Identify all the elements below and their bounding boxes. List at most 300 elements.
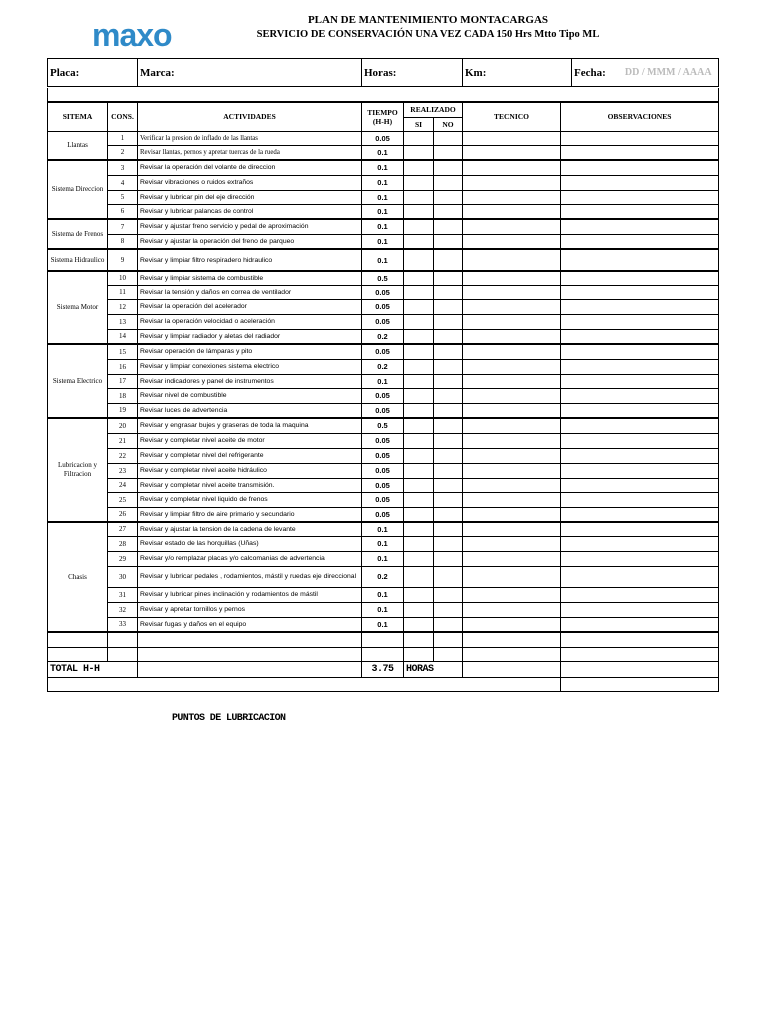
- activity-time: 0.05: [362, 507, 404, 522]
- tecnico-cell[interactable]: [463, 536, 561, 551]
- observaciones-cell[interactable]: [561, 617, 719, 632]
- activity-number: 21: [108, 433, 138, 448]
- system-name: Sistema Direccion: [48, 160, 108, 219]
- observaciones-cell[interactable]: [561, 249, 719, 271]
- blank-cell[interactable]: [404, 632, 434, 647]
- activity-description: Revisar luces de advertencia: [138, 403, 362, 418]
- activity-description: Revisar y completar nivel aceite transmisión.: [138, 478, 362, 492]
- header-tiempo-label: TIEMPO: [367, 107, 398, 117]
- realizado-si-cell[interactable]: [404, 175, 434, 190]
- activity-row: [48, 271, 719, 285]
- realizado-si-cell[interactable]: [404, 271, 434, 285]
- realizado-si-cell[interactable]: [404, 388, 434, 403]
- blank-cell[interactable]: [561, 632, 719, 647]
- activity-description: Revisar y completar nivel aceite hidráulico: [138, 463, 362, 478]
- activity-time: 0.2: [362, 359, 404, 374]
- activity-number: 8: [108, 234, 138, 249]
- tecnico-cell[interactable]: [463, 344, 561, 359]
- realizado-no-cell[interactable]: [434, 285, 463, 299]
- activity-row: [48, 566, 719, 587]
- activity-row: [48, 587, 719, 602]
- activity-row: [48, 131, 719, 145]
- blank-cell[interactable]: [362, 647, 404, 661]
- header-actividades: ACTIVIDADES: [138, 102, 362, 131]
- realizado-no-cell[interactable]: [434, 587, 463, 602]
- activity-number: 10: [108, 271, 138, 285]
- activity-row: [48, 160, 719, 175]
- system-name: Chasis: [48, 522, 108, 632]
- realizado-si-cell[interactable]: [404, 587, 434, 602]
- realizado-si-cell[interactable]: [404, 219, 434, 234]
- realizado-si-cell[interactable]: [404, 329, 434, 344]
- activity-time: 0.1: [362, 234, 404, 249]
- realizado-no-cell[interactable]: [434, 478, 463, 492]
- observaciones-cell[interactable]: [561, 131, 719, 145]
- observaciones-cell[interactable]: [561, 403, 719, 418]
- activity-row: [48, 249, 719, 271]
- realizado-no-cell[interactable]: [434, 507, 463, 522]
- tecnico-cell[interactable]: [463, 433, 561, 448]
- activity-description: Revisar estado de las horquillas (Uñas): [138, 536, 362, 551]
- realizado-si-cell[interactable]: [404, 344, 434, 359]
- fecha-input[interactable]: DD / MMM / AAAA: [619, 59, 719, 87]
- document-subtitle: SERVICIO DE CONSERVACIÓN UNA VEZ CADA 150 Hrs Mtto Tipo ML: [256, 29, 600, 40]
- activity-number: 31: [108, 587, 138, 602]
- activity-number: 18: [108, 388, 138, 403]
- activity-number: 29: [108, 551, 138, 566]
- blank-row: [48, 647, 719, 661]
- realizado-si-cell[interactable]: [404, 359, 434, 374]
- activity-row: [48, 403, 719, 418]
- activity-number: 17: [108, 374, 138, 388]
- total-observaciones-cell: [561, 661, 719, 677]
- observaciones-cell[interactable]: [561, 285, 719, 299]
- system-name: Llantas: [48, 131, 108, 160]
- activity-time: 0.05: [362, 344, 404, 359]
- observaciones-cell[interactable]: [561, 566, 719, 587]
- activity-number: 15: [108, 344, 138, 359]
- activity-description: Revisar y limpiar filtro de aire primario y secundario: [138, 507, 362, 522]
- tecnico-cell[interactable]: [463, 388, 561, 403]
- realizado-si-cell[interactable]: [404, 131, 434, 145]
- realizado-si-cell[interactable]: [404, 145, 434, 160]
- tecnico-cell[interactable]: [463, 204, 561, 219]
- activity-description: Revisar y lubricar palancas de control: [138, 204, 362, 219]
- activity-description: Verificar la presion de inflado de las llantas: [138, 131, 362, 145]
- activity-time: 0.05: [362, 463, 404, 478]
- observaciones-cell[interactable]: [561, 314, 719, 329]
- realizado-no-cell[interactable]: [434, 492, 463, 507]
- realizado-si-cell[interactable]: [404, 433, 434, 448]
- realizado-no-cell[interactable]: [434, 522, 463, 536]
- tecnico-cell[interactable]: [463, 131, 561, 145]
- activity-time: 0.05: [362, 285, 404, 299]
- activity-time: 0.05: [362, 299, 404, 314]
- observaciones-cell[interactable]: [561, 551, 719, 566]
- activity-description: Revisar y ajustar la tension de la cadena de levante: [138, 522, 362, 536]
- activity-row: [48, 463, 719, 478]
- observaciones-cell[interactable]: [561, 145, 719, 160]
- activity-number: 23: [108, 463, 138, 478]
- activity-description: Revisar operación de lámparas y pito: [138, 344, 362, 359]
- observaciones-cell[interactable]: [561, 359, 719, 374]
- blank-cell[interactable]: [434, 647, 463, 661]
- activity-time: 0.1: [362, 145, 404, 160]
- activity-description: Revisar nivel de combustible: [138, 388, 362, 403]
- realizado-si-cell[interactable]: [404, 551, 434, 566]
- activity-row: [48, 314, 719, 329]
- observaciones-cell[interactable]: [561, 204, 719, 219]
- activity-time: 0.1: [362, 175, 404, 190]
- activity-row: [48, 329, 719, 344]
- blank-cell[interactable]: [108, 647, 138, 661]
- activity-row: [48, 602, 719, 617]
- activity-time: 0.05: [362, 131, 404, 145]
- activity-time: 0.05: [362, 314, 404, 329]
- activity-description: Revisar y limpiar conexiones sistema electrico: [138, 359, 362, 374]
- tecnico-cell[interactable]: [463, 299, 561, 314]
- realizado-si-cell[interactable]: [404, 522, 434, 536]
- realizado-no-cell[interactable]: [434, 536, 463, 551]
- blank-row: [48, 632, 719, 647]
- activity-time: 0.1: [362, 587, 404, 602]
- total-value: 3.75: [362, 661, 404, 677]
- activity-description: Revisar y engrasar bujes y graseras de toda la maquina: [138, 418, 362, 433]
- activity-number: 9: [108, 249, 138, 271]
- blank-cell[interactable]: [48, 647, 108, 661]
- blank-cell[interactable]: [138, 632, 362, 647]
- realizado-no-cell[interactable]: [434, 204, 463, 219]
- realizado-si-cell[interactable]: [404, 314, 434, 329]
- observaciones-cell[interactable]: [561, 299, 719, 314]
- blank-cell[interactable]: [108, 632, 138, 647]
- observaciones-cell[interactable]: [561, 329, 719, 344]
- blank-cell[interactable]: [138, 647, 362, 661]
- activity-number: 13: [108, 314, 138, 329]
- realizado-si-cell[interactable]: [404, 566, 434, 587]
- maxo-logo: maxo: [92, 17, 172, 53]
- activity-time: 0.2: [362, 566, 404, 587]
- tecnico-cell[interactable]: [463, 551, 561, 566]
- activity-time: 0.05: [362, 403, 404, 418]
- tecnico-cell[interactable]: [463, 219, 561, 234]
- observaciones-cell[interactable]: [561, 388, 719, 403]
- realizado-no-cell[interactable]: [434, 463, 463, 478]
- activity-time: 0.1: [362, 617, 404, 632]
- activity-description: Revisar y limpiar filtro respiradero hidraulico: [138, 249, 362, 271]
- realizado-no-cell[interactable]: [434, 433, 463, 448]
- realizado-si-cell[interactable]: [404, 299, 434, 314]
- activity-number: 12: [108, 299, 138, 314]
- tecnico-cell[interactable]: [463, 374, 561, 388]
- realizado-si-cell[interactable]: [404, 448, 434, 463]
- system-name: Sistema Motor: [48, 271, 108, 344]
- activity-description: Revisar y completar nivel aceite de motor: [138, 433, 362, 448]
- activity-number: 22: [108, 448, 138, 463]
- header-cons: CONS.: [108, 102, 138, 131]
- activity-row: [48, 433, 719, 448]
- activity-number: 26: [108, 507, 138, 522]
- realizado-no-cell[interactable]: [434, 271, 463, 285]
- blank-cell[interactable]: [463, 632, 561, 647]
- activity-row: [48, 234, 719, 249]
- activity-number: 30: [108, 566, 138, 587]
- activity-description: Revisar la operación velocidad o aceleración: [138, 314, 362, 329]
- observaciones-cell[interactable]: [561, 602, 719, 617]
- realizado-si-cell[interactable]: [404, 602, 434, 617]
- realizado-si-cell[interactable]: [404, 234, 434, 249]
- realizado-no-cell[interactable]: [434, 175, 463, 190]
- observaciones-cell[interactable]: [561, 418, 719, 433]
- realizado-no-cell[interactable]: [434, 160, 463, 175]
- activity-description: Revisar y lubricar pedales , rodamientos, mástil y ruedas eje direccional: [138, 566, 362, 587]
- tecnico-cell[interactable]: [463, 478, 561, 492]
- activity-time: 0.05: [362, 448, 404, 463]
- activity-description: Revisar y ajustar la operación del freno de parqueo: [138, 234, 362, 249]
- header-tiempo-unit: (H-H): [372, 116, 393, 126]
- activity-description: Revisar indicadores y panel de instrumentos: [138, 374, 362, 388]
- activity-number: 14: [108, 329, 138, 344]
- blank-cell[interactable]: [463, 647, 561, 661]
- realizado-si-cell[interactable]: [404, 403, 434, 418]
- tecnico-cell[interactable]: [463, 492, 561, 507]
- observaciones-cell[interactable]: [561, 190, 719, 204]
- realizado-no-cell[interactable]: [434, 249, 463, 271]
- tecnico-cell[interactable]: [463, 234, 561, 249]
- activity-row: [48, 418, 719, 433]
- observaciones-cell[interactable]: [561, 522, 719, 536]
- realizado-no-cell[interactable]: [434, 566, 463, 587]
- horas-field[interactable]: Horas:: [362, 59, 463, 87]
- observaciones-cell[interactable]: [561, 448, 719, 463]
- total-tecnico-cell: [463, 661, 561, 677]
- realizado-si-cell[interactable]: [404, 190, 434, 204]
- realizado-si-cell[interactable]: [404, 374, 434, 388]
- header-tecnico: TECNICO: [463, 102, 561, 131]
- activity-row: [48, 285, 719, 299]
- activity-number: 19: [108, 403, 138, 418]
- system-name: Lubricacion y Filtracion: [48, 418, 108, 522]
- tecnico-cell[interactable]: [463, 522, 561, 536]
- observaciones-cell[interactable]: [561, 587, 719, 602]
- lubrication-points-title: PUNTOS DE LUBRICACION: [172, 713, 286, 724]
- blank-cell[interactable]: [48, 632, 108, 647]
- observaciones-cell[interactable]: [561, 536, 719, 551]
- blank-cell[interactable]: [404, 647, 434, 661]
- realizado-si-cell[interactable]: [404, 478, 434, 492]
- activity-row: [48, 551, 719, 566]
- realizado-no-cell[interactable]: [434, 602, 463, 617]
- tecnico-cell[interactable]: [463, 145, 561, 160]
- realizado-si-cell[interactable]: [404, 160, 434, 175]
- tecnico-cell[interactable]: [463, 587, 561, 602]
- activity-time: 0.1: [362, 190, 404, 204]
- tecnico-cell[interactable]: [463, 314, 561, 329]
- activity-time: 0.1: [362, 522, 404, 536]
- observaciones-cell[interactable]: [561, 234, 719, 249]
- realizado-si-cell[interactable]: [404, 617, 434, 632]
- activity-description: Revisar vibraciones o ruidos extraños: [138, 175, 362, 190]
- activity-number: 25: [108, 492, 138, 507]
- tecnico-cell[interactable]: [463, 285, 561, 299]
- total-row: [48, 661, 719, 677]
- realizado-si-cell[interactable]: [404, 249, 434, 271]
- activity-row: [48, 507, 719, 522]
- activity-row: [48, 219, 719, 234]
- header-sistema: SITEMA: [48, 102, 108, 131]
- tecnico-cell[interactable]: [463, 249, 561, 271]
- header-si: SI: [404, 117, 434, 131]
- activity-time: 0.1: [362, 602, 404, 617]
- realizado-no-cell[interactable]: [434, 145, 463, 160]
- activity-time: 0.5: [362, 271, 404, 285]
- observaciones-cell[interactable]: [561, 175, 719, 190]
- header-no: NO: [434, 117, 463, 131]
- realizado-no-cell[interactable]: [434, 617, 463, 632]
- activity-number: 3: [108, 160, 138, 175]
- system-name: Sistema Electrico: [48, 344, 108, 418]
- tecnico-cell[interactable]: [463, 175, 561, 190]
- activity-description: Revisar la tensión y daños en correa de ventilador: [138, 285, 362, 299]
- realizado-no-cell[interactable]: [434, 299, 463, 314]
- activity-time: 0.1: [362, 204, 404, 219]
- final-blank-cell: [48, 677, 561, 691]
- activity-row: [48, 536, 719, 551]
- blank-cell[interactable]: [362, 632, 404, 647]
- realizado-no-cell[interactable]: [434, 219, 463, 234]
- tecnico-cell[interactable]: [463, 602, 561, 617]
- observaciones-cell[interactable]: [561, 374, 719, 388]
- realizado-si-cell[interactable]: [404, 418, 434, 433]
- final-observaciones-cell[interactable]: [561, 677, 719, 691]
- activity-row: [48, 522, 719, 536]
- observaciones-cell[interactable]: [561, 219, 719, 234]
- activity-row: [48, 344, 719, 359]
- realizado-no-cell[interactable]: [434, 314, 463, 329]
- observaciones-cell[interactable]: [561, 344, 719, 359]
- realizado-no-cell[interactable]: [434, 359, 463, 374]
- total-spacer: [138, 661, 362, 677]
- vehicle-info-bar: [47, 58, 719, 87]
- activity-number: 7: [108, 219, 138, 234]
- activity-number: 16: [108, 359, 138, 374]
- activity-row: [48, 448, 719, 463]
- activity-number: 5: [108, 190, 138, 204]
- realizado-no-cell[interactable]: [434, 344, 463, 359]
- observaciones-cell[interactable]: [561, 160, 719, 175]
- system-name: Sistema de Frenos: [48, 219, 108, 249]
- tecnico-cell[interactable]: [463, 448, 561, 463]
- activity-row: [48, 374, 719, 388]
- activity-description: Revisar y lubricar pin del eje dirección: [138, 190, 362, 204]
- tecnico-cell[interactable]: [463, 566, 561, 587]
- total-unit: HORAS: [404, 661, 463, 677]
- observaciones-cell[interactable]: [561, 507, 719, 522]
- observaciones-cell[interactable]: [561, 271, 719, 285]
- activity-time: 0.1: [362, 374, 404, 388]
- activity-time: 0.1: [362, 219, 404, 234]
- realizado-no-cell[interactable]: [434, 403, 463, 418]
- total-label: TOTAL H-H: [48, 661, 138, 677]
- activity-description: Revisar y apretar tornillos y pernos: [138, 602, 362, 617]
- spacer-row: [48, 88, 719, 102]
- realizado-si-cell[interactable]: [404, 536, 434, 551]
- tecnico-cell[interactable]: [463, 329, 561, 344]
- activity-row: [48, 190, 719, 204]
- realizado-no-cell[interactable]: [434, 329, 463, 344]
- maintenance-table: [47, 88, 719, 692]
- header-observaciones: OBSERVACIONES: [561, 102, 719, 131]
- activity-time: 0.5: [362, 418, 404, 433]
- observaciones-cell[interactable]: [561, 492, 719, 507]
- activity-row: [48, 204, 719, 219]
- activity-time: 0.05: [362, 492, 404, 507]
- activity-row: [48, 388, 719, 403]
- header-tiempo: [362, 102, 404, 131]
- realizado-no-cell[interactable]: [434, 551, 463, 566]
- activity-time: 0.1: [362, 536, 404, 551]
- tecnico-cell[interactable]: [463, 160, 561, 175]
- tecnico-cell[interactable]: [463, 507, 561, 522]
- observaciones-cell[interactable]: [561, 463, 719, 478]
- activity-description: Revisar y/o remplazar placas y/o calcomanias de advertencia: [138, 551, 362, 566]
- realizado-si-cell[interactable]: [404, 204, 434, 219]
- marca-field[interactable]: Marca:: [138, 59, 362, 87]
- blank-cell[interactable]: [561, 647, 719, 661]
- realizado-si-cell[interactable]: [404, 463, 434, 478]
- observaciones-cell[interactable]: [561, 478, 719, 492]
- tecnico-cell[interactable]: [463, 271, 561, 285]
- km-field[interactable]: Km:: [463, 59, 572, 87]
- tecnico-cell[interactable]: [463, 617, 561, 632]
- activity-row: [48, 145, 719, 160]
- activity-time: 0.1: [362, 249, 404, 271]
- activity-time: 0.1: [362, 160, 404, 175]
- realizado-no-cell[interactable]: [434, 388, 463, 403]
- placa-field[interactable]: Placa:: [48, 59, 138, 87]
- realizado-no-cell[interactable]: [434, 418, 463, 433]
- activity-description: Revisar y completar nivel liquido de frenos: [138, 492, 362, 507]
- tecnico-cell[interactable]: [463, 403, 561, 418]
- tecnico-cell[interactable]: [463, 463, 561, 478]
- realizado-si-cell[interactable]: [404, 507, 434, 522]
- tecnico-cell[interactable]: [463, 359, 561, 374]
- realizado-no-cell[interactable]: [434, 131, 463, 145]
- realizado-no-cell[interactable]: [434, 234, 463, 249]
- realizado-no-cell[interactable]: [434, 190, 463, 204]
- realizado-no-cell[interactable]: [434, 374, 463, 388]
- activity-time: 0.05: [362, 478, 404, 492]
- blank-cell[interactable]: [434, 632, 463, 647]
- activity-description: Revisar y limpiar radiador y aletas del radiador: [138, 329, 362, 344]
- realizado-no-cell[interactable]: [434, 448, 463, 463]
- tecnico-cell[interactable]: [463, 418, 561, 433]
- activity-row: [48, 478, 719, 492]
- final-row: [48, 677, 719, 691]
- activity-row: [48, 617, 719, 632]
- activity-description: Revisar y completar nivel del refrigerante: [138, 448, 362, 463]
- activity-row: [48, 299, 719, 314]
- realizado-si-cell[interactable]: [404, 492, 434, 507]
- system-name: Sistema Hidraulico: [48, 249, 108, 271]
- realizado-si-cell[interactable]: [404, 285, 434, 299]
- activity-description: Revisar la operación del volante de direccion: [138, 160, 362, 175]
- activity-number: 32: [108, 602, 138, 617]
- activity-number: 1: [108, 131, 138, 145]
- tecnico-cell[interactable]: [463, 190, 561, 204]
- observaciones-cell[interactable]: [561, 433, 719, 448]
- activity-number: 33: [108, 617, 138, 632]
